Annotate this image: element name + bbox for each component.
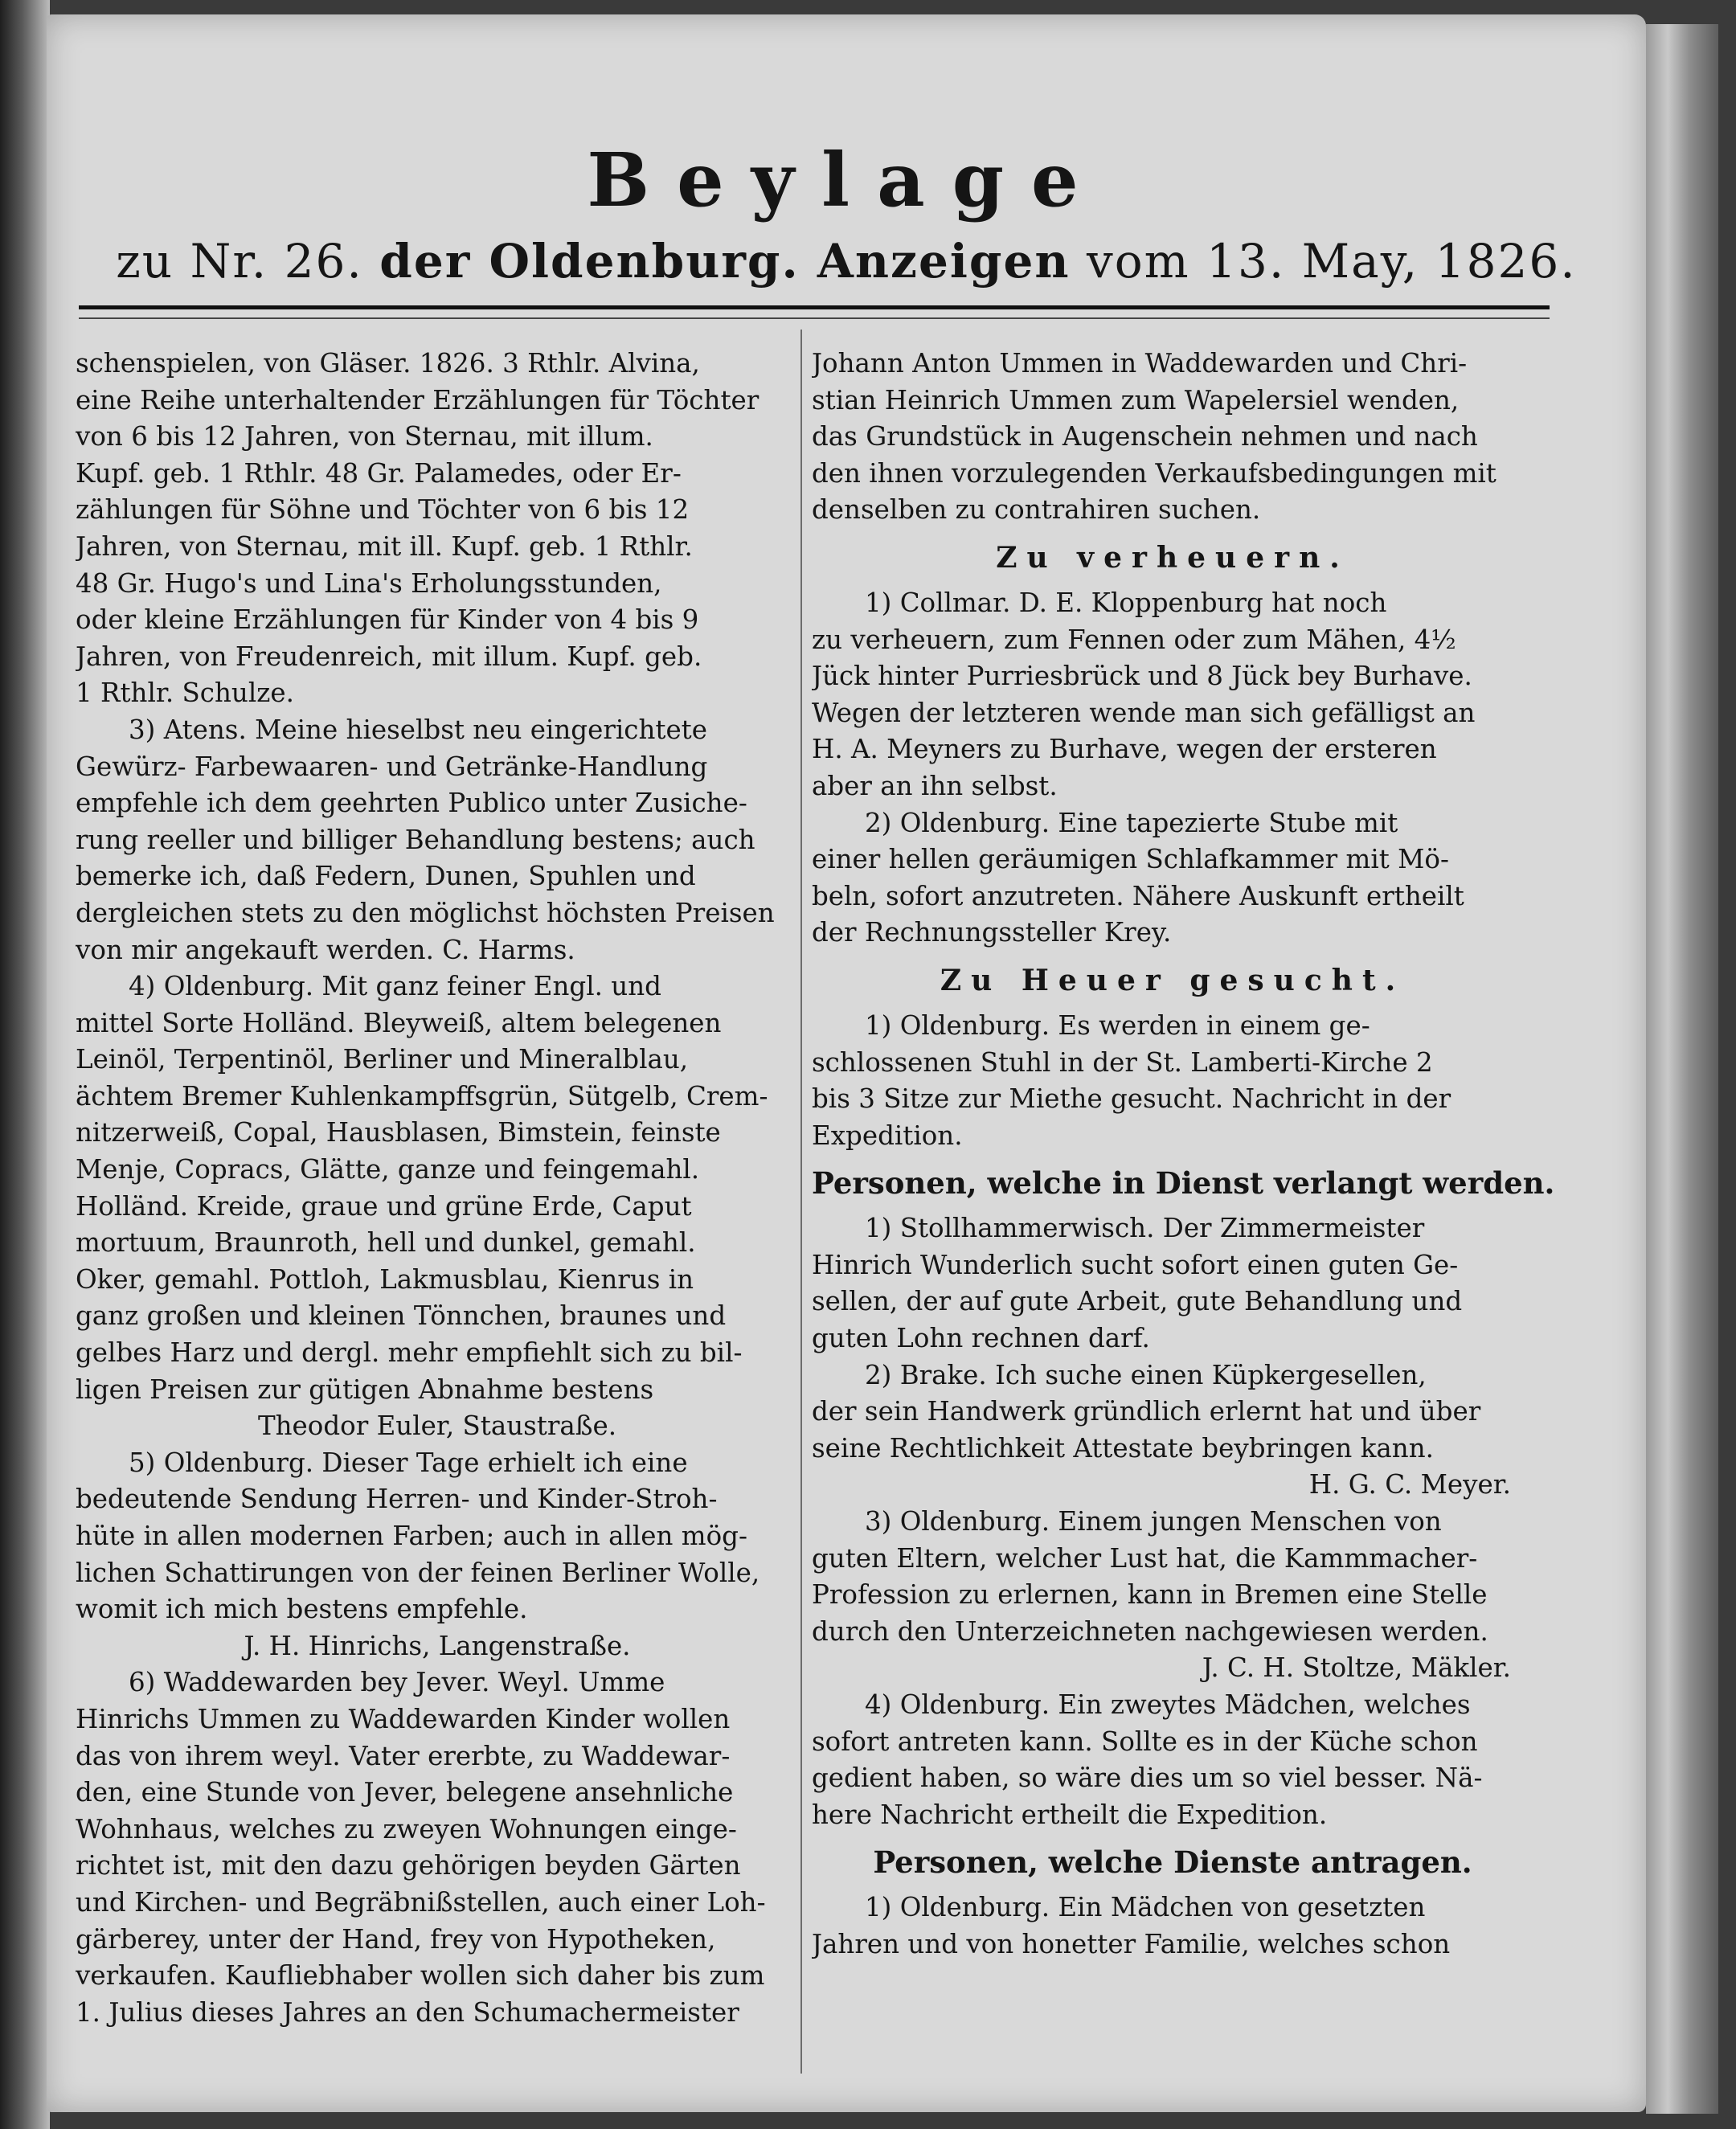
text-line: der Rechnungssteller Krey.: [812, 917, 1172, 948]
page-subtitle: [47, 234, 1646, 289]
text-line: here Nachricht ertheilt die Expedition.: [812, 1799, 1328, 1830]
text-line: dergleichen stets zu den möglichst höchsten Preisen: [76, 897, 775, 928]
text-line: den ihnen vorzulegenden Verkaufsbedingungen mit: [812, 457, 1496, 489]
text-line: Holländ. Kreide, graue und grüne Erde, Caput: [76, 1190, 692, 1222]
text-line: Wohnhaus, welches zu zweyen Wohnungen einge-: [76, 1813, 737, 1844]
right-column: [812, 346, 1555, 1963]
text-line: Hinrichs Ummen zu Waddewarden Kinder wollen: [76, 1703, 731, 1734]
text-line: 1) Oldenburg. Ein Mädchen von gesetzten: [865, 1892, 1426, 1923]
text-line: sofort antreten kann. Sollte es in der Küche schon: [812, 1726, 1478, 1757]
page-stack-right: [1646, 24, 1718, 2114]
text-line: Johann Anton Ummen in Waddewarden und Chri-: [812, 348, 1468, 379]
publication-name: der Oldenburg. Anzeigen: [379, 234, 1071, 289]
text-line: 3) Oldenburg. Einem jungen Menschen von: [865, 1506, 1442, 1537]
newspaper-page: [47, 14, 1646, 2112]
text-line: von mir angekauft werden. C. Harms.: [76, 934, 575, 965]
text-line: Kupf. geb. 1 Rthlr. 48 Gr. Palamedes, oder Er-: [76, 457, 682, 489]
text-line: 2) Brake. Ich suche einen Küpkergesellen,: [865, 1359, 1427, 1390]
text-line: seine Rechtlichkeit Attestate beybringen kann.: [812, 1432, 1434, 1464]
text-line: J. H. Hinrichs, Langenstraße.: [244, 1630, 631, 1661]
column-divider: [800, 330, 802, 2074]
text-line: H. A. Meyners zu Burhave, wegen der ersteren: [812, 734, 1437, 765]
text-line: den, eine Stunde von Jever, belegene ansehnliche: [76, 1777, 734, 1808]
text-line: und Kirchen- und Begräbnißstellen, auch einer Loh-: [76, 1886, 766, 1918]
text-line: zählungen für Söhne und Töchter von 6 bis 12: [76, 494, 690, 526]
text-line: der sein Handwerk gründlich erlernt hat und über: [812, 1396, 1481, 1427]
text-line: beln, sofort anzutreten. Nähere Auskunft ertheilt: [812, 880, 1464, 911]
text-line: Leinöl, Terpentinöl, Berliner und Mineralblau,: [76, 1044, 689, 1075]
text-line: Gewürz- Farbewaaren- und Getränke-Handlung: [76, 751, 708, 782]
text-line: eine Reihe unterhaltender Erzählungen für Töchter: [76, 384, 760, 416]
text-line: ächtem Bremer Kuhlenkampffsgrün, Sütgelb, Crem-: [76, 1080, 768, 1112]
text-line: verkaufen. Kaufliebhaber wollen sich daher bis zum: [76, 1960, 765, 1992]
text-line: 2) Oldenburg. Eine tapezierte Stube mit: [865, 807, 1398, 838]
header-rule: [79, 305, 1550, 319]
text-line: 48 Gr. Hugo's und Lina's Erholungsstunden,: [76, 567, 662, 599]
text-line: lichen Schattirungen von der feinen Berliner Wolle,: [76, 1557, 760, 1588]
text-line: sellen, der auf gute Arbeit, gute Behandlung und: [812, 1286, 1463, 1317]
text-line: empfehle ich dem geehrten Publico unter Zusiche-: [76, 788, 747, 819]
text-line: stian Heinrich Ummen zum Wapelersiel wenden,: [812, 384, 1460, 416]
section-heading-dienste-antragen: Personen, welche Dienste antragen.: [873, 1844, 1472, 1881]
text-line: Profession zu erlernen, kann in Bremen eine Stelle: [812, 1579, 1488, 1611]
section-dienst-verlangt: [812, 1210, 1533, 1833]
right-continuation: [812, 346, 1533, 529]
text-line: denselben zu contrahiren suchen.: [812, 494, 1261, 526]
text-line: H. G. C. Meyer.: [1308, 1469, 1511, 1501]
text-line: mittel Sorte Holländ. Bleyweiß, altem belegenen: [76, 1007, 722, 1038]
issue-number: zu Nr. 26.: [116, 234, 363, 289]
text-line: 1. Julius dieses Jahres an den Schumachermeister: [76, 1996, 739, 2028]
text-line: Jück hinter Purriesbrück und 8 Jück bey Burhave.: [812, 661, 1472, 692]
text-line: das von ihrem weyl. Vater ererbte, zu Waddewar-: [76, 1740, 731, 1771]
text-line: gelbes Harz und dergl. mehr empfiehlt sich zu bil-: [76, 1337, 743, 1369]
text-line: 4) Oldenburg. Ein zweytes Mädchen, welches: [865, 1689, 1471, 1720]
text-line: 5) Oldenburg. Dieser Tage erhielt ich eine: [129, 1447, 688, 1478]
section-dienste-antragen: [812, 1889, 1533, 1963]
text-line: ligen Preisen zur gütigen Abnahme bestens: [76, 1374, 654, 1405]
text-line: 4) Oldenburg. Mit ganz feiner Engl. und: [129, 971, 661, 1002]
text-line: schlossenen Stuhl in der St. Lamberti-Kirche 2: [812, 1046, 1433, 1078]
text-line: bis 3 Sitze zur Miethe gesucht. Nachricht in der: [812, 1083, 1451, 1115]
section-heading-dienst-verlangt: Personen, welche in Dienst verlangt werden.: [812, 1165, 1555, 1202]
text-line: gedient haben, so wäre dies um so viel besser. Nä-: [812, 1763, 1483, 1794]
text-line: 1) Collmar. D. E. Kloppenburg hat noch: [865, 587, 1387, 618]
text-line: das Grundstück in Augenschein nehmen und nach: [812, 421, 1478, 452]
text-line: bemerke ich, daß Federn, Dunen, Spuhlen und: [76, 861, 696, 892]
section-heading-heuer-gesucht: Zu Heuer gesucht.: [940, 963, 1406, 997]
text-line: bedeutende Sendung Herren- und Kinder-Stroh-: [76, 1484, 718, 1515]
book-binding-left: [0, 0, 50, 2129]
text-line: Jahren und von honetter Familie, welches schon: [812, 1928, 1451, 1959]
text-line: zu verheuern, zum Fennen oder zum Mähen, 4½: [812, 624, 1456, 655]
text-line: 1) Stollhammerwisch. Der Zimmermeister: [865, 1213, 1425, 1244]
text-line: oder kleine Erzählungen für Kinder von 4 bis 9: [76, 604, 699, 636]
text-line: mortuum, Braunroth, hell und dunkel, gemahl.: [76, 1227, 696, 1259]
text-line: Menje, Copracs, Glätte, ganze und feingemahl.: [76, 1154, 700, 1185]
text-line: durch den Unterzeichneten nachgewiesen werden.: [812, 1615, 1488, 1647]
text-line: guten Lohn rechnen darf.: [812, 1323, 1150, 1354]
text-line: richtet ist, mit den dazu gehörigen beyden Gärten: [76, 1850, 741, 1881]
text-line: guten Eltern, welcher Lust hat, die Kammmacher-: [812, 1542, 1478, 1574]
text-line: gärberey, unter der Hand, frey von Hypotheken,: [76, 1923, 716, 1955]
text-line: Jahren, von Freudenreich, mit illum. Kupf. geb.: [76, 641, 702, 672]
text-line: Expedition.: [812, 1120, 963, 1151]
text-line: schenspielen, von Gläser. 1826. 3 Rthlr. Alvina,: [76, 348, 700, 379]
text-line: Hinrich Wunderlich sucht sofort einen guten Ge-: [812, 1249, 1459, 1280]
text-line: nitzerweiß, Copal, Hausblasen, Bimstein, feinste: [76, 1117, 721, 1148]
text-line: Wegen der letzteren wende man sich gefälligst an: [812, 697, 1476, 728]
text-line: Oker, gemahl. Pottloh, Lakmusblau, Kienrus in: [76, 1263, 694, 1295]
text-line: von 6 bis 12 Jahren, von Sternau, mit illum.: [76, 421, 653, 452]
section-heading-verheuern: Zu verheuern.: [996, 540, 1349, 575]
text-line: ganz großen und kleinen Tönnchen, braunes und: [76, 1300, 727, 1332]
text-line: einer hellen geräumigen Schlafkammer mit Mö-: [812, 844, 1449, 875]
issue-date: vom 13. May, 1826.: [1086, 234, 1577, 289]
text-line: womit ich mich bestens empfehle.: [76, 1594, 528, 1625]
text-line: 3) Atens. Meine hieselbst neu eingerichtete: [129, 714, 707, 745]
page-title: Beylage: [587, 137, 1106, 223]
text-line: Theodor Euler, Staustraße.: [257, 1410, 617, 1442]
text-line: J. C. H. Stoltze, Mäkler.: [1202, 1652, 1511, 1684]
text-line: aber an ihn selbst.: [812, 770, 1058, 801]
text-line: 1 Rthlr. Schulze.: [76, 678, 294, 709]
left-column: [76, 346, 799, 2031]
text-line: Jahren, von Sternau, mit ill. Kupf. geb. 1 Rthlr.: [76, 530, 693, 562]
text-line: hüte in allen modernen Farben; auch in allen mög-: [76, 1521, 747, 1551]
section-verheuern: [812, 585, 1533, 952]
text-line: rung reeller und billiger Behandlung bestens; auch: [76, 824, 755, 855]
text-line: 6) Waddewarden bey Jever. Weyl. Umme: [129, 1667, 665, 1698]
section-heuer-gesucht: [812, 1008, 1533, 1154]
text-line: 1) Oldenburg. Es werden in einem ge-: [865, 1009, 1370, 1041]
